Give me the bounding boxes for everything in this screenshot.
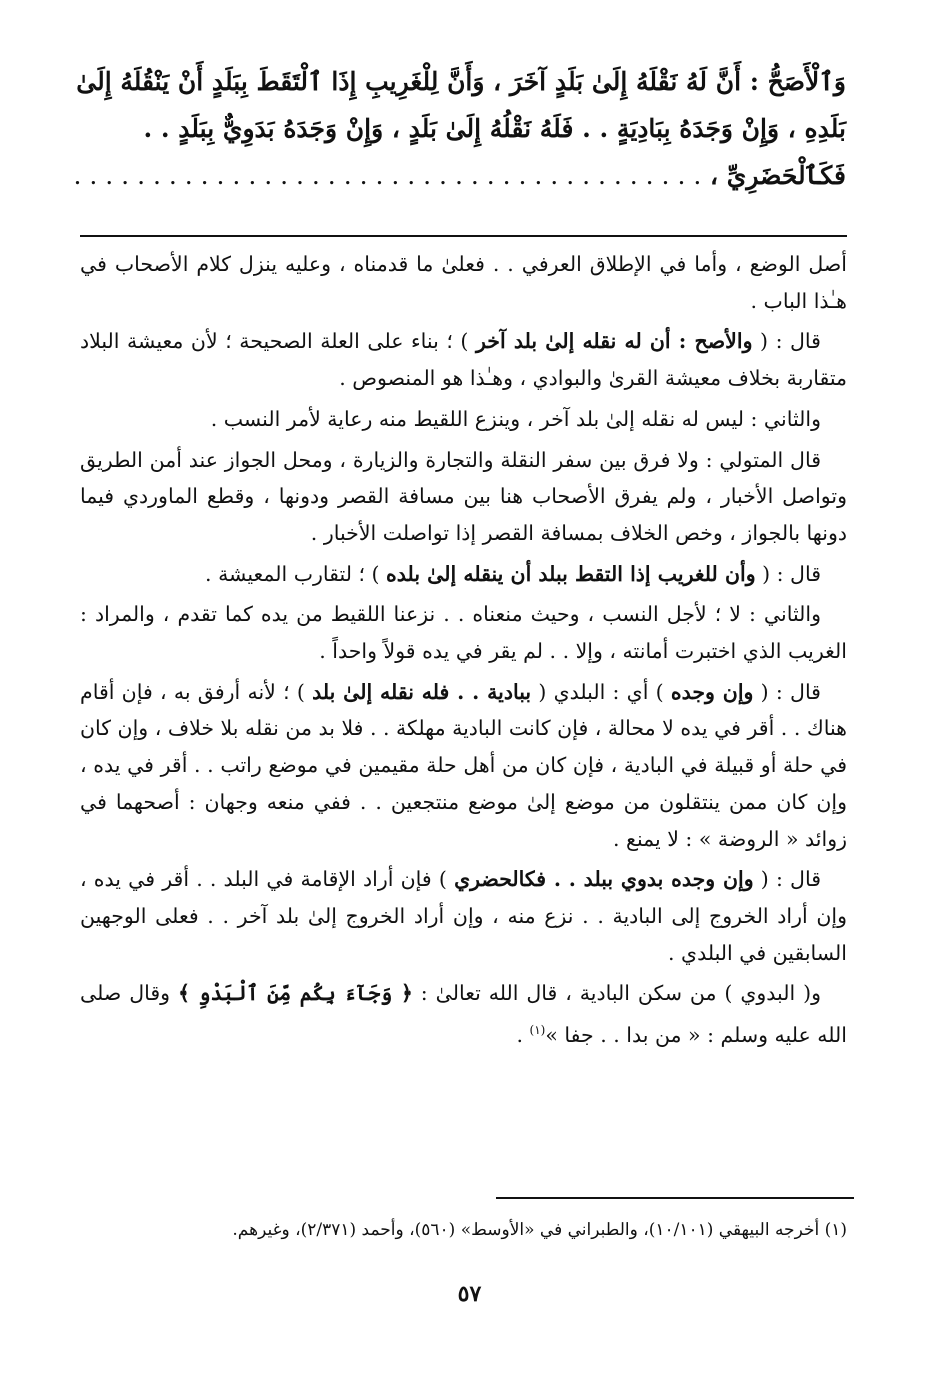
text-span: .: [516, 1022, 530, 1047]
text-span: و( البدوي ) من سكن البادية ، قال الله تعالىٰ :: [412, 981, 821, 1006]
text-span: ) أي : البلدي (: [531, 679, 671, 704]
quoted-matn: وأن للغريب إذا التقط ببلد أن ينقله إلىٰ بلده: [386, 561, 756, 586]
commentary-text: [80, 246, 847, 1058]
matn-line: بَلَدِهِ ، وَإِنْ وَجَدَهُ بِبَادِيَةٍ . . فَلَهُ نَقْلُهُ إِلَىٰ بَلَدٍ ، وَإِنْ وَجَدَهُ بَدَوِيٌّ بِبَلَدٍ . .: [143, 114, 846, 143]
paragraph: [80, 556, 847, 593]
footnote-separator: [496, 1197, 854, 1199]
quoted-matn: وإن وجده بدوي ببلد . . فكالحضري: [454, 867, 754, 892]
quoted-matn: وإن وجده: [670, 679, 754, 704]
quoted-matn: والأصح : أن له نقله إلىٰ بلد آخر: [475, 329, 753, 354]
paragraph: أصل الوضع ، وأما في الإطلاق العرفي . . فعلىٰ ما قدمناه ، وعليه ينزل كلام الأصحاب في هـٰذا الباب .: [80, 252, 847, 313]
matn-line: [73, 152, 846, 199]
text-span: ) ؛ بناء على العلة الصحيحة ؛ لأن معيشة البلاد متقاربة بخلاف معيشة القرىٰ والبوادي ، وهـٰذا هو المنصوص .: [80, 329, 847, 391]
text-span: قال : (: [755, 561, 821, 586]
paragraph: والثاني : ليس له نقله إلىٰ بلد آخر ، وينزع اللقيط منه رعاية لأمر النسب .: [210, 406, 821, 431]
page-number: ٥٧: [457, 1281, 482, 1307]
text-span: وقال صلى الله عليه وسلم : « من بدا . . جفا »: [80, 981, 847, 1047]
paragraph: قال المتولي : ولا فرق بين سفر النقلة والتجارة والزيارة ، ومحل الجواز عند أمن الطريق وتواصل الأخبار ، ولم يفرق الأصحاب هنا بين مسافة القصر ودونها ، وقطع الماوردي فيما دونها بالجواز ، وخص الخلاف بمسافة القصر إذا تواصلت الأخبار .: [80, 447, 847, 545]
text-span: قال : (: [753, 867, 821, 892]
text-span: ) ؛ لتقارب المعيشة .: [205, 561, 387, 586]
paragraph: والثاني : لا ؛ لأجل النسب ، وحيث منعناه . . نزعنا اللقيط من يده كما تقدم ، والمراد : الغريب الذي اختبرت أمانته ، وإلا . . لم يقر في يده قولاً واحداً .: [80, 602, 847, 664]
matn-line: وَٱلْأَصَحُّ : أَنَّ لَهُ نَقْلَهُ إِلَىٰ بَلَدٍ آخَرَ ، وَأَنَّ لِلْغَرِيبِ إِذَا ٱلْتَقَطَ بِبَلَدٍ أَنْ يَنْقُلَهُ إِلَىٰ: [76, 67, 846, 96]
quoted-matn: ببادية . . فله نقله إلىٰ بلد: [312, 679, 532, 704]
text-span: قال : (: [753, 679, 821, 704]
paragraph: [80, 323, 847, 396]
separator-rule: [80, 235, 847, 237]
footnote: (١) أخرجه البيهقي (١٠/١٠١)، والطبراني في «الأوسط» (٥٦٠)، وأحمد (٢/٣٧١)، وغيرهم.: [232, 1220, 847, 1240]
paragraph: [80, 975, 847, 1053]
matn-line-text: فَكَٱلْحَضَرِيِّ ،: [710, 161, 846, 190]
paragraph: [80, 861, 847, 971]
quran-verse: ﴿ وَجَآءَ بِكُم مِّنَ ٱلْبَدْوِ ﴾: [177, 981, 413, 1006]
matn-text: [73, 58, 846, 199]
dotted-filler: . . . . . . . . . . . . . . . . . . . . . . . . . . . . . . . . . . . . . . . .: [73, 161, 702, 190]
footnote-marker: (١): [529, 1023, 546, 1038]
text-span: ) فإن أراد الإقامة في البلد . . أقر في يده ، وإن أراد الخروج إلى البادية . . نزع منه ، وإن أراد الخروج إلىٰ بلد آخر . . فعلى الوجهين السابقين في البلدي .: [80, 867, 847, 965]
text-span: قال : (: [752, 329, 821, 354]
text-span: ) ؛ لأنه أرفق به ، فإن أقام هناك . . أقر في يده لا محالة ، فإن كانت البادية مهلكة . . فلا بد من نقله بلا خلاف ، وإن كان في حلة أو قبيلة في البادية ، فإن كان من أهل حلة مقيمين في موضع راتب . . أقر في يده ، وإن كان ممن ينتقلون من موضع إلىٰ موضع منتجعين . . ففي منعه وجهان : أصحهما في زوائد « الروضة » : لا يمنع .: [79, 679, 847, 851]
paragraph: [80, 674, 847, 858]
